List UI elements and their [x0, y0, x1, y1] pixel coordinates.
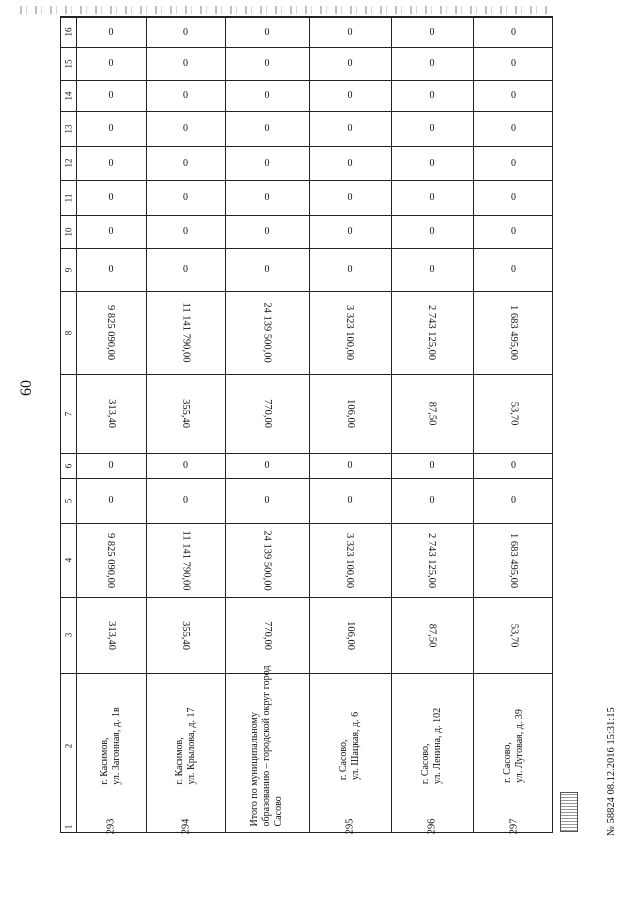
value-cell: 0 [347, 192, 353, 203]
address-line: г. Касимов, [99, 737, 110, 785]
value-cell: 0 [429, 192, 435, 203]
address-cell [391, 673, 473, 819]
value-cell: 0 [183, 58, 188, 69]
value-cell: 3 323 100,00 [344, 532, 356, 588]
value-cell: 0 [429, 90, 435, 101]
value-cell: 0 [511, 58, 516, 69]
column-number: 12 [63, 158, 74, 168]
value-cell: 0 [429, 157, 435, 169]
address-cell [225, 665, 309, 827]
value-cell: 11 141 790,00 [180, 302, 191, 363]
value-cell: 0 [264, 26, 270, 38]
value-cell: 3 323 100,00 [344, 304, 356, 361]
value-cell: 0 [108, 123, 114, 134]
value-cell: 9 825 090,00 [105, 304, 117, 361]
value-cell: 0 [183, 26, 188, 38]
value-cell: 2 743 125,00 [426, 532, 438, 588]
address-line: г. Касимов, [173, 737, 185, 785]
value-cell: 0 [183, 123, 188, 134]
value-cell: 0 [183, 460, 188, 471]
column-number: 11 [63, 193, 74, 202]
value-cell: 24 139 500,00 [261, 529, 273, 591]
value-cell: 87,50 [426, 623, 438, 647]
value-cell: 0 [264, 90, 270, 101]
address-cell [76, 673, 146, 819]
column-number: 8 [63, 330, 74, 335]
value-cell: 0 [108, 90, 114, 101]
value-cell: 106,00 [344, 620, 356, 650]
value-cell: 106,00 [344, 399, 356, 428]
value-cell: 0 [347, 26, 353, 38]
value-cell: 0 [511, 226, 516, 237]
column-number: 16 [63, 27, 74, 37]
value-cell: 0 [264, 460, 270, 471]
value-cell: 9 825 090,00 [105, 532, 117, 588]
address-line: г. Сасово, [338, 739, 349, 781]
value-cell: 0 [511, 460, 516, 471]
value-cell: 0 [347, 264, 353, 275]
column-number: 1 [63, 824, 74, 829]
scan-edge [20, 6, 550, 14]
row-number-cell: 294 [180, 818, 191, 835]
value-cell: 355,40 [180, 620, 191, 650]
value-cell: 0 [347, 226, 353, 237]
value-cell: 0 [429, 26, 435, 38]
value-cell: 0 [429, 495, 435, 506]
value-cell: 0 [511, 495, 516, 506]
row-number-cell: 296 [426, 818, 438, 835]
value-cell: 0 [108, 226, 114, 237]
column-number: 14 [63, 91, 74, 100]
value-cell: 770,00 [261, 399, 273, 428]
value-cell: 0 [183, 264, 188, 275]
value-cell: 0 [108, 58, 114, 69]
data-table [60, 16, 553, 833]
address-line: образованию – городской округ город [261, 665, 272, 827]
column-number: 15 [63, 59, 74, 68]
column-number: 4 [63, 557, 74, 563]
value-cell: 0 [264, 264, 270, 275]
column-number: 10 [63, 227, 74, 236]
address-line: г. Сасово, [501, 742, 513, 783]
value-cell: 0 [264, 495, 270, 506]
value-cell: 0 [264, 157, 270, 169]
column-number: 3 [63, 632, 74, 638]
value-cell: 0 [264, 58, 270, 69]
value-cell: 87,50 [426, 401, 438, 426]
value-cell: 0 [347, 123, 353, 134]
column-number: 13 [63, 124, 74, 133]
value-cell: 0 [183, 90, 188, 101]
value-cell: 0 [347, 90, 353, 101]
value-cell: 0 [183, 192, 188, 203]
value-cell: 53,70 [508, 401, 519, 426]
value-cell: 770,00 [261, 620, 273, 650]
value-cell: 0 [108, 495, 114, 506]
value-cell: 0 [183, 226, 188, 237]
value-cell: 2 743 125,00 [426, 304, 438, 361]
address-line: Итого по муниципальному [249, 712, 260, 827]
value-cell: 313,40 [105, 399, 117, 428]
value-cell: 0 [264, 226, 270, 237]
value-cell: 0 [347, 495, 353, 506]
address-cell [473, 673, 554, 819]
value-cell: 0 [511, 192, 516, 203]
value-cell: 0 [108, 264, 114, 275]
value-cell: 0 [108, 192, 114, 203]
value-cell: 0 [264, 192, 270, 203]
address-line: г. Сасово, [420, 743, 431, 785]
value-cell: 0 [429, 264, 435, 275]
column-number: 9 [63, 267, 74, 272]
document-timestamp: № 58824 08.12.2016 15:31:15 [606, 707, 617, 836]
value-cell: 0 [511, 264, 516, 275]
value-cell: 0 [347, 58, 353, 69]
column-number: 7 [63, 411, 74, 416]
row-number-cell: 293 [105, 818, 117, 835]
page-number: 60 [18, 380, 35, 396]
value-cell: 0 [108, 26, 114, 38]
value-cell: 11 141 790,00 [180, 530, 191, 590]
value-cell: 313,40 [105, 620, 117, 650]
value-cell: 0 [347, 157, 353, 169]
address-line: ул. Загонная, д. 1в [111, 707, 122, 785]
value-cell: 0 [429, 460, 435, 471]
value-cell: 0 [511, 157, 516, 169]
barcode-stamp [560, 792, 578, 832]
value-cell: 355,40 [180, 399, 191, 428]
value-cell: 0 [347, 460, 353, 471]
value-cell: 0 [511, 26, 516, 38]
value-cell: 0 [264, 123, 270, 134]
column-number: 6 [63, 463, 74, 468]
value-cell: 0 [183, 495, 188, 506]
address-line: ул. Луговая, д. 39 [513, 709, 525, 783]
value-cell: 0 [108, 157, 114, 169]
value-cell: 53,70 [508, 623, 519, 647]
address-cell [309, 673, 391, 819]
column-number: 5 [63, 498, 74, 503]
address-line: ул. Ленина, д. 102 [432, 707, 443, 785]
address-line: Сасово [273, 796, 284, 827]
row-number-cell: 295 [344, 818, 356, 835]
address-line: ул. Крылова, д. 17 [185, 707, 197, 785]
value-cell: 0 [511, 123, 516, 134]
value-cell: 0 [429, 58, 435, 69]
address-line: ул. Шацкая, д. 6 [350, 711, 361, 781]
value-cell: 1 683 495,00 [508, 304, 519, 361]
value-cell: 0 [108, 460, 114, 471]
value-cell: 1 683 495,00 [508, 532, 519, 588]
column-number: 2 [63, 743, 74, 749]
value-cell: 0 [183, 157, 188, 169]
value-cell: 24 139 500,00 [261, 302, 273, 363]
value-cell: 0 [429, 226, 435, 237]
value-cell: 0 [511, 90, 516, 101]
row-number-cell: 297 [508, 818, 519, 835]
value-cell: 0 [429, 123, 435, 134]
address-cell [146, 673, 225, 819]
